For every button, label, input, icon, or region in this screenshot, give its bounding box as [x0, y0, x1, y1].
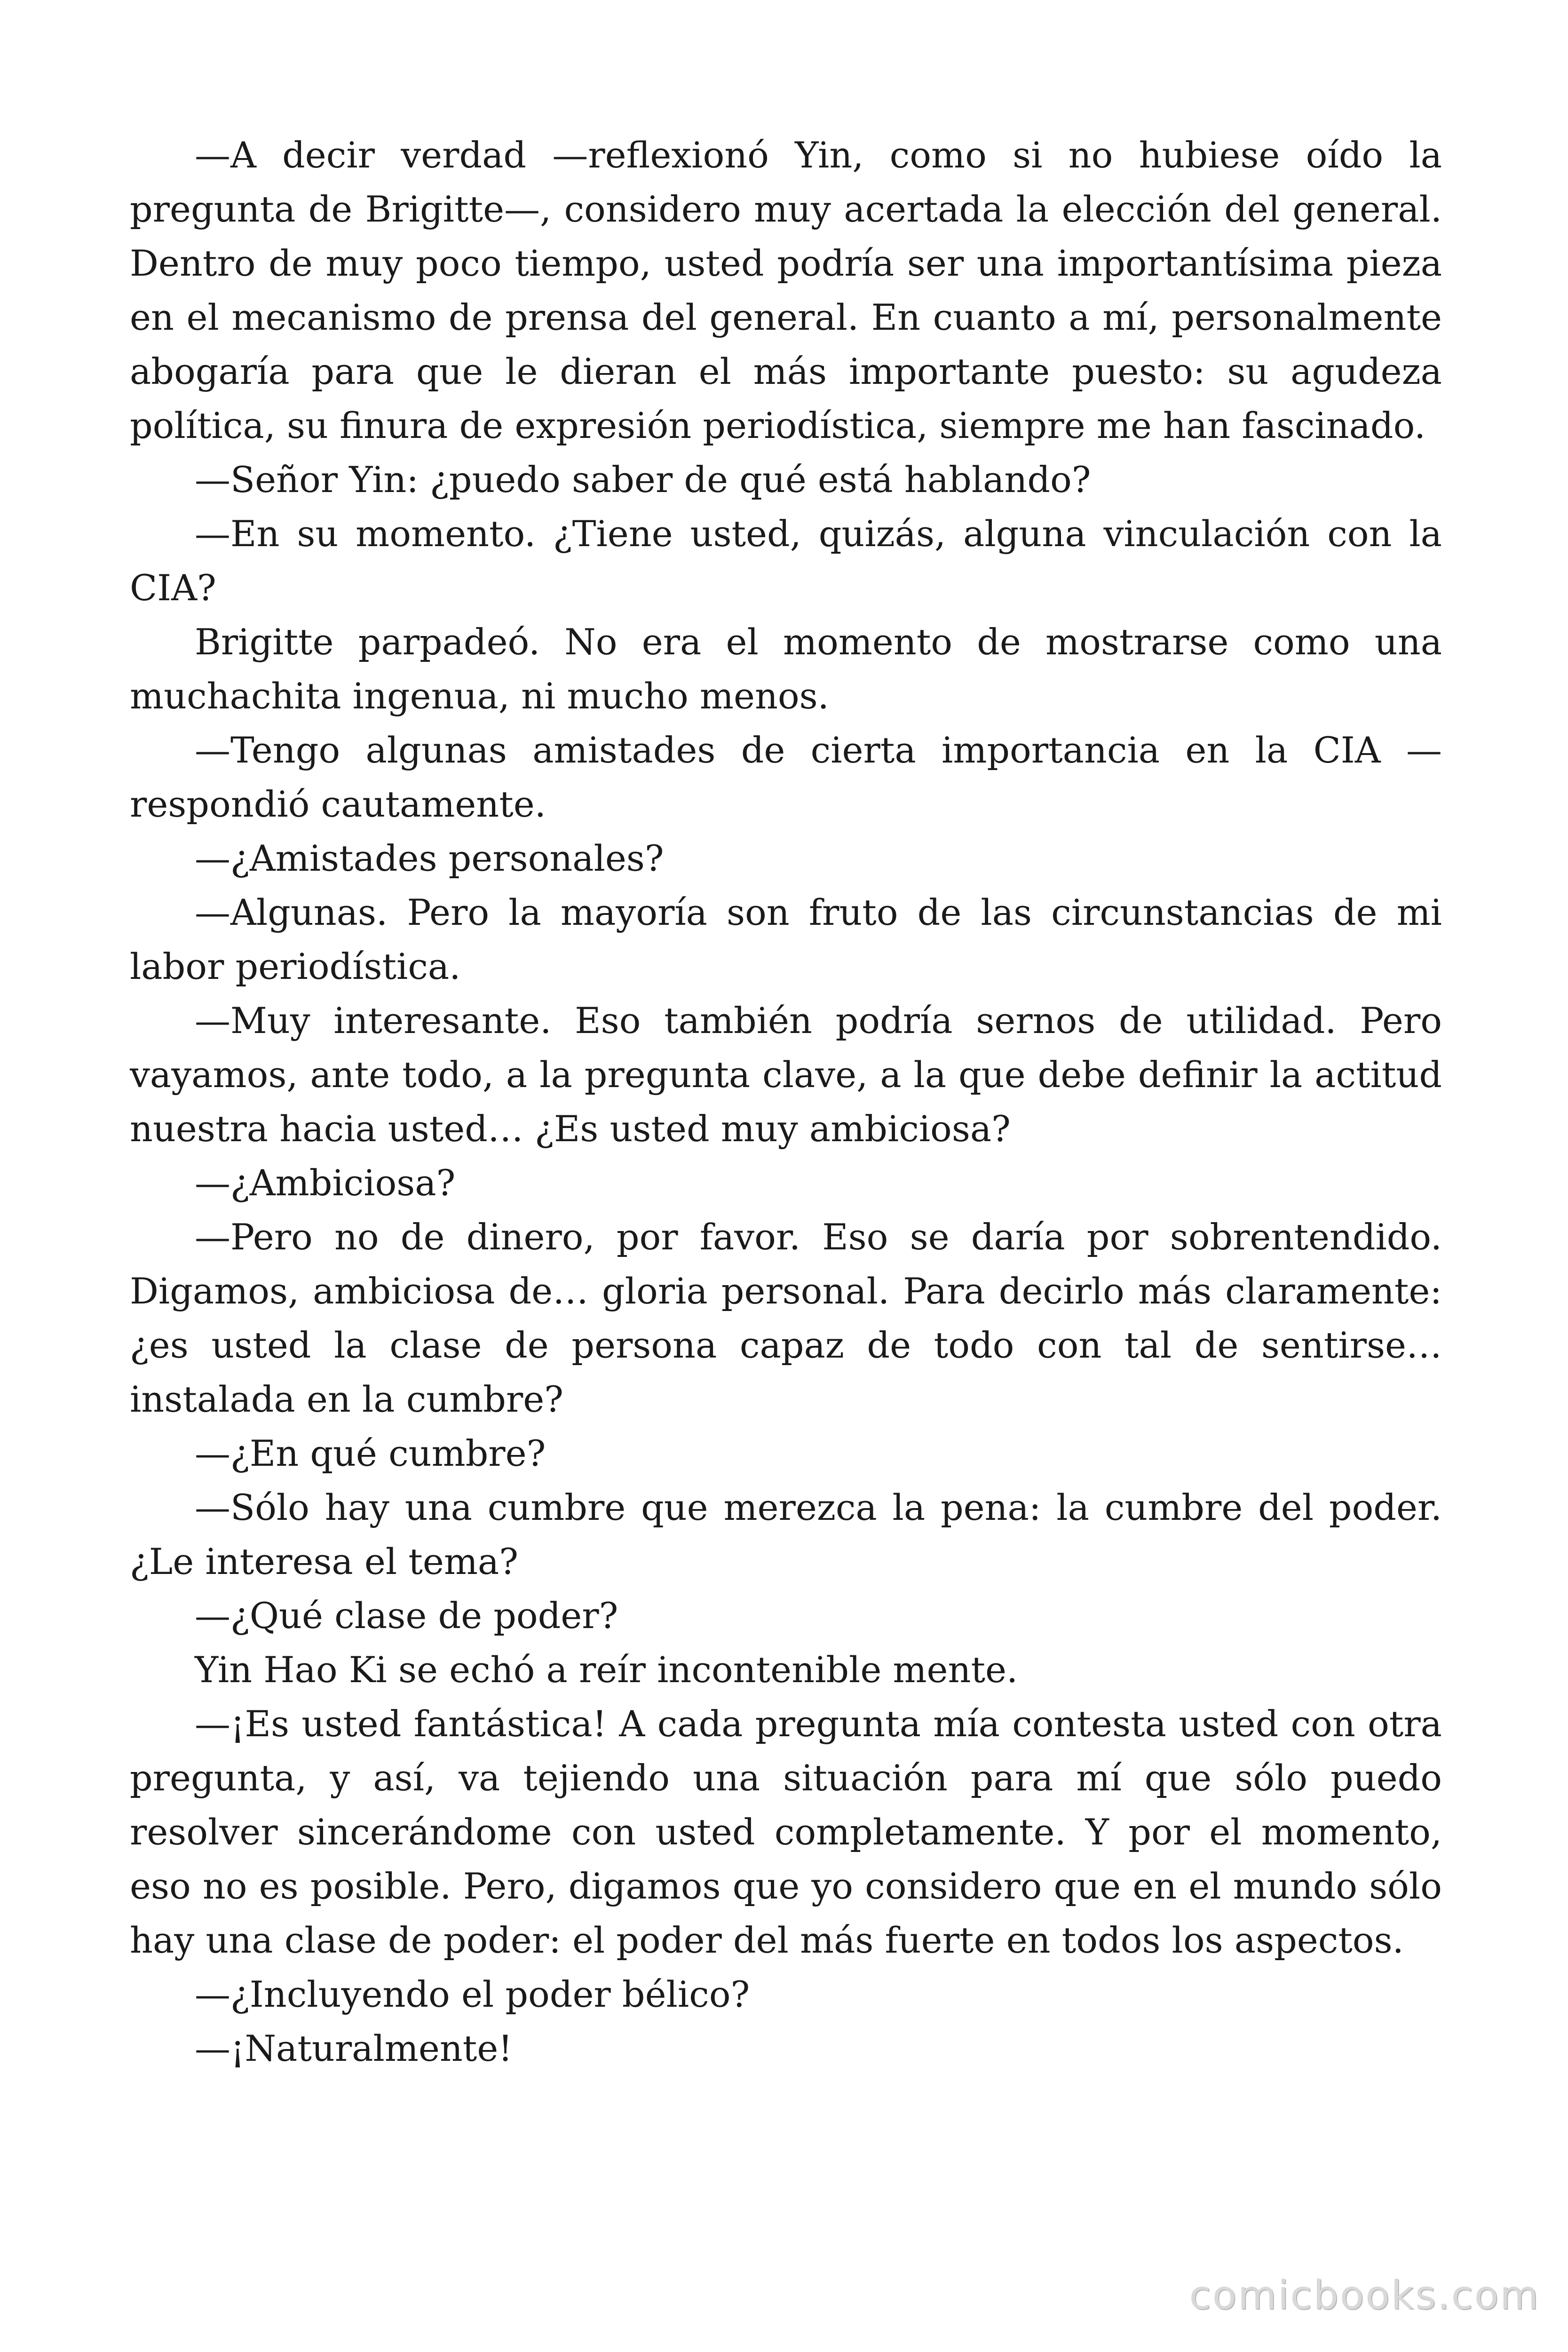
paragraph: —¡Es usted fantástica! A cada pregunta mía contesta usted con otra pregunta, y así, va tejiendo una situación para mí que sólo puedo resolver sincerándome con usted completamente. Y por el momento, eso no es posible. Pero, digamos que yo considero que en el mundo sólo hay una clase de poder: el poder del más fuerte en todos los aspectos. — [130, 1703, 1442, 1961]
paragraph: —Algunas. Pero la mayoría son fruto de las circunstancias de mi labor periodística. — [130, 891, 1442, 987]
paragraph: —¿Amistades personales? — [195, 837, 664, 879]
paragraph: —¡Naturalmente! — [195, 2027, 513, 2069]
paragraph: —¿Qué clase de poder? — [195, 1595, 618, 1637]
paragraph: —¿En qué cumbre? — [195, 1432, 546, 1474]
paragraph: —Tengo algunas amistades de cierta importancia en la CIA —respondió cautamente. — [130, 729, 1442, 825]
paragraph: —Señor Yin: ¿puedo saber de qué está hablando? — [195, 459, 1091, 501]
paragraph: —¿Ambiciosa? — [195, 1162, 456, 1204]
paragraph: —Pero no de dinero, por favor. Eso se daría por sobrentendido. Digamos, ambiciosa de… gloria personal. Para decirlo más claramente: ¿es usted la clase de persona capaz de todo con tal de sentirse… instalada en la cumbre? — [130, 1216, 1442, 1420]
watermark: comicbooks.com — [1189, 2272, 1540, 2318]
paragraph: Brigitte parpadeó. No era el momento de mostrarse como una muchachita ingenua, ni mucho menos. — [130, 621, 1442, 717]
paragraph: —Muy interesante. Eso también podría sernos de utilidad. Pero vayamos, ante todo, a la pregunta clave, a la que debe definir la actitud nuestra hacia usted… ¿Es usted muy ambiciosa? — [130, 1000, 1442, 1150]
paragraph: Yin Hao Ki se echó a reír incontenible mente. — [195, 1649, 1018, 1691]
page-text — [130, 128, 1442, 2075]
paragraph: —En su momento. ¿Tiene usted, quizás, alguna vinculación con la CIA? — [130, 513, 1442, 609]
paragraph: —Sólo hay una cumbre que merezca la pena: la cumbre del poder. ¿Le interesa el tema? — [130, 1486, 1442, 1582]
paragraph: —A decir verdad —reflexionó Yin, como si no hubiese oído la pregunta de Brigitte—, considero muy acertada la elección del general. Dentro de muy poco tiempo, usted podría ser una importantísima pieza en el mecanismo de prensa del general. En cuanto a mí, personalmente abogaría para que le dieran el más importante puesto: su agudeza política, su finura de expresión periodística, siempre me han fascinado. — [130, 134, 1442, 446]
paragraph: —¿Incluyendo el poder bélico? — [195, 1973, 750, 2015]
